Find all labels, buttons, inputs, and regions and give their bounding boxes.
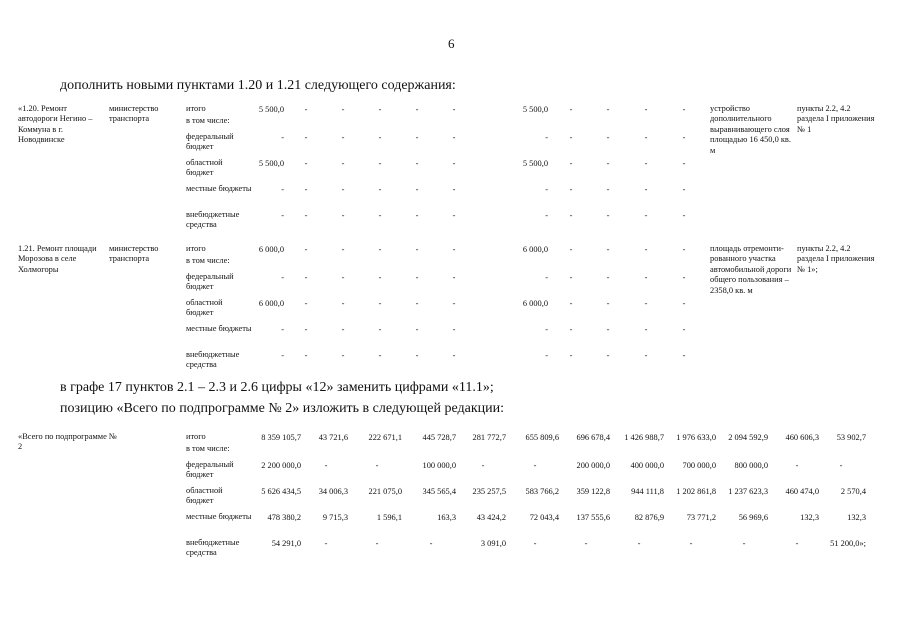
table-cell: -	[644, 133, 648, 142]
table-cell: -	[341, 245, 345, 254]
table-cell: -	[378, 133, 382, 142]
table-cell: -	[304, 185, 308, 194]
table-cell: 2 094 592,9	[728, 433, 768, 442]
table-cell: -	[415, 325, 419, 334]
table-cell: -	[644, 273, 648, 282]
table-cell: -	[375, 539, 379, 548]
table-cell: 359 122,8	[576, 487, 610, 496]
page-number: 6	[448, 36, 455, 51]
table-cell: -	[378, 351, 382, 360]
table-cell: -	[569, 105, 573, 114]
table-cell: 82 876,9	[634, 513, 664, 522]
table-cell: -	[415, 185, 419, 194]
table-cell: 1 976 633,0	[676, 433, 716, 442]
table-cell: -	[545, 273, 548, 282]
table-cell: -	[839, 461, 843, 470]
table-cell: -	[682, 185, 686, 194]
table-cell: 6 000,0	[522, 299, 548, 308]
table-cell: -	[569, 273, 573, 282]
table-cell: -	[281, 351, 284, 360]
row-label: областной бюджет	[186, 486, 223, 506]
table-cell: -	[341, 105, 345, 114]
table-cell: -	[452, 185, 456, 194]
table-cell: -	[606, 273, 610, 282]
row-label: в том числе:	[186, 444, 230, 453]
table-cell: -	[429, 539, 433, 548]
table-cell: 5 500,0	[258, 105, 284, 114]
table-cell: 5 500,0	[522, 159, 548, 168]
table-cell: -	[682, 299, 686, 308]
table-cell: -	[533, 461, 537, 470]
table-cell: -	[644, 325, 648, 334]
table-cell: -	[644, 159, 648, 168]
table-cell: 6 000,0	[522, 245, 548, 254]
row-label: в том числе:	[186, 116, 230, 125]
table-cell: -	[569, 325, 573, 334]
table-cell: 54 291,0	[271, 539, 301, 548]
table-cell: -	[569, 245, 573, 254]
item-title: 1.21. Ремонт площади Морозова в селе Холмогоры	[18, 244, 97, 274]
table-cell: -	[281, 211, 284, 220]
table-cell: -	[415, 105, 419, 114]
row-label: внебюджетные средства	[186, 350, 240, 370]
table-cell: -	[545, 185, 548, 194]
table-cell: -	[415, 211, 419, 220]
table-cell: -	[545, 133, 548, 142]
table-cell: 944 111,8	[631, 487, 664, 496]
item-executor: министерство транспорта	[109, 244, 159, 264]
table-cell: -	[682, 133, 686, 142]
table-cell: -	[341, 133, 345, 142]
table-cell: -	[569, 133, 573, 142]
table-cell: -	[378, 211, 382, 220]
table-cell: -	[281, 273, 284, 282]
table-cell: 1 237 623,3	[728, 487, 768, 496]
table-cell: -	[415, 245, 419, 254]
row-label: итого	[186, 244, 206, 253]
table-cell: -	[304, 299, 308, 308]
table-cell: -	[304, 105, 308, 114]
table-cell: 460 606,3	[785, 433, 819, 442]
intro-heading: дополнить новыми пунктами 1.20 и 1.21 следующего содержания:	[60, 78, 456, 93]
table-cell: 655 809,6	[525, 433, 559, 442]
row-label: итого	[186, 104, 206, 113]
table-cell: 345 565,4	[422, 487, 456, 496]
table-cell: -	[545, 351, 548, 360]
table-cell: -	[341, 185, 345, 194]
item-title: «1.20. Ремонт автодороги Негино – Коммуна в г. Новодвинске	[18, 104, 93, 145]
table-cell: -	[378, 185, 382, 194]
table-cell: 222 671,1	[368, 433, 402, 442]
table-cell: 73 771,2	[686, 513, 716, 522]
table-cell: -	[606, 211, 610, 220]
table-cell: -	[545, 211, 548, 220]
table-cell: 9 715,3	[322, 513, 348, 522]
table-cell: -	[378, 325, 382, 334]
row-label: федеральный бюджет	[186, 272, 234, 292]
table-cell: 400 000,0	[630, 461, 664, 470]
table-cell: -	[606, 159, 610, 168]
table-cell: -	[378, 105, 382, 114]
table-cell: -	[682, 273, 686, 282]
table-cell: -	[452, 299, 456, 308]
table-cell: -	[795, 539, 799, 548]
table-cell: -	[682, 351, 686, 360]
table-cell: -	[569, 351, 573, 360]
table-cell: -	[281, 133, 284, 142]
item-reference: пункты 2.2, 4.2 раздела I приложения № 1»;	[797, 244, 875, 274]
table-cell: -	[324, 539, 328, 548]
table-cell: -	[304, 325, 308, 334]
table-cell: -	[682, 325, 686, 334]
row-label: областной бюджет	[186, 158, 223, 178]
table-cell: -	[644, 211, 648, 220]
table-cell: -	[452, 273, 456, 282]
table-cell: -	[481, 461, 485, 470]
table-cell: -	[606, 133, 610, 142]
instruction-2: позицию «Всего по подпрограмме № 2» изложить в следующей редакции:	[60, 401, 505, 416]
table-cell: -	[341, 211, 345, 220]
table-cell: -	[545, 325, 548, 334]
table-cell: -	[452, 133, 456, 142]
table-cell: -	[606, 185, 610, 194]
table-cell: 8 359 105,7	[261, 433, 301, 442]
table-cell: 1 202 861,8	[676, 487, 716, 496]
table-cell: 221 075,0	[368, 487, 402, 496]
table-cell: -	[375, 461, 379, 470]
table-cell: -	[341, 273, 345, 282]
table-cell: -	[606, 299, 610, 308]
table-cell: -	[341, 325, 345, 334]
row-label: внебюджетные средства	[186, 210, 240, 230]
table-cell: 53 902,7	[836, 433, 866, 442]
table-cell: -	[644, 185, 648, 194]
table-cell: -	[304, 351, 308, 360]
table-cell: 2 570,4	[840, 487, 866, 496]
table-cell: 43 424,2	[476, 513, 506, 522]
table-cell: -	[452, 105, 456, 114]
table-cell: 72 043,4	[529, 513, 559, 522]
table-cell: -	[606, 245, 610, 254]
table-cell: -	[606, 325, 610, 334]
table-cell: 696 678,4	[576, 433, 610, 442]
table-cell: 5 500,0	[258, 159, 284, 168]
table-cell: 200 000,0	[576, 461, 610, 470]
table-cell: -	[378, 245, 382, 254]
row-label: местные бюджеты	[186, 512, 252, 521]
total-title: «Всего по подпрограмме № 2	[18, 432, 117, 452]
table-cell: 1 426 988,7	[624, 433, 664, 442]
table-cell: -	[304, 211, 308, 220]
row-label: областной бюджет	[186, 298, 223, 318]
table-cell: -	[324, 461, 328, 470]
table-cell: 800 000,0	[734, 461, 768, 470]
table-cell: -	[682, 245, 686, 254]
table-cell: -	[415, 133, 419, 142]
row-label: федеральный бюджет	[186, 132, 234, 152]
table-cell: -	[378, 273, 382, 282]
row-label: внебюджетные средства	[186, 538, 240, 558]
table-cell: -	[341, 351, 345, 360]
row-label: местные бюджеты	[186, 324, 252, 333]
table-cell: -	[304, 245, 308, 254]
table-cell: 235 257,5	[472, 487, 506, 496]
table-cell: -	[452, 245, 456, 254]
table-cell: -	[606, 105, 610, 114]
table-cell: 583 766,2	[525, 487, 559, 496]
table-cell: -	[644, 245, 648, 254]
table-cell: 6 000,0	[258, 245, 284, 254]
table-cell: -	[304, 133, 308, 142]
table-cell: -	[689, 539, 693, 548]
table-cell: -	[742, 539, 746, 548]
row-label: в том числе:	[186, 256, 230, 265]
table-cell: 137 555,6	[576, 513, 610, 522]
table-cell: -	[533, 539, 537, 548]
table-cell: -	[569, 185, 573, 194]
table-cell: 5 626 434,5	[261, 487, 301, 496]
table-cell: -	[606, 351, 610, 360]
table-cell: 163,3	[437, 513, 456, 522]
table-cell: -	[378, 299, 382, 308]
table-cell: 56 969,6	[738, 513, 768, 522]
table-cell: 3 091,0	[480, 539, 506, 548]
table-cell: -	[682, 211, 686, 220]
table-cell: -	[584, 539, 588, 548]
table-cell: 281 772,7	[472, 433, 506, 442]
table-cell: -	[415, 351, 419, 360]
table-cell: -	[415, 159, 419, 168]
table-cell: 132,3	[847, 513, 866, 522]
table-cell: -	[281, 325, 284, 334]
table-cell: -	[452, 159, 456, 168]
table-cell: -	[569, 159, 573, 168]
table-cell: 132,3	[800, 513, 819, 522]
table-cell: -	[637, 539, 641, 548]
table-cell: -	[304, 159, 308, 168]
table-cell: -	[415, 299, 419, 308]
table-cell: -	[644, 299, 648, 308]
table-cell: -	[415, 273, 419, 282]
table-cell: 445 728,7	[422, 433, 456, 442]
row-label: федеральный бюджет	[186, 460, 234, 480]
table-cell: -	[452, 325, 456, 334]
table-cell: 43 721,6	[318, 433, 348, 442]
table-cell: 5 500,0	[522, 105, 548, 114]
table-cell: 2 200 000,0	[261, 461, 301, 470]
item-result: устройство дополнительного выравнивающего слоя площадью 16 450,0 кв. м	[710, 104, 791, 155]
table-cell: -	[644, 351, 648, 360]
table-cell: -	[281, 185, 284, 194]
instruction-1: в графе 17 пунктов 2.1 – 2.3 и 2.6 цифры «12» заменить цифрами «11.1»;	[60, 380, 494, 395]
item-executor: министерство транспорта	[109, 104, 159, 124]
row-label: местные бюджеты	[186, 184, 252, 193]
table-cell: 1 596,1	[376, 513, 402, 522]
table-cell: -	[682, 159, 686, 168]
table-cell: -	[304, 273, 308, 282]
item-reference: пункты 2.2, 4.2 раздела I приложения № 1	[797, 104, 875, 134]
table-cell: 700 000,0	[682, 461, 716, 470]
table-cell: 478 380,2	[267, 513, 301, 522]
item-result: площадь отремонти-рованного участка автомобильной дороги общего пользования – 2358,0 кв. м	[710, 244, 792, 295]
table-cell: -	[569, 299, 573, 308]
table-cell: -	[452, 351, 456, 360]
row-label: итого	[186, 432, 206, 441]
table-cell: -	[644, 105, 648, 114]
table-cell: 34 006,3	[318, 487, 348, 496]
table-cell: -	[795, 461, 799, 470]
table-cell: -	[378, 159, 382, 168]
table-cell: 51 200,0»;	[830, 539, 866, 548]
table-cell: -	[341, 299, 345, 308]
table-cell: -	[341, 159, 345, 168]
table-cell: -	[569, 211, 573, 220]
table-cell: -	[682, 105, 686, 114]
table-cell: 100 000,0	[422, 461, 456, 470]
table-cell: -	[452, 211, 456, 220]
table-cell: 6 000,0	[258, 299, 284, 308]
table-cell: 460 474,0	[785, 487, 819, 496]
